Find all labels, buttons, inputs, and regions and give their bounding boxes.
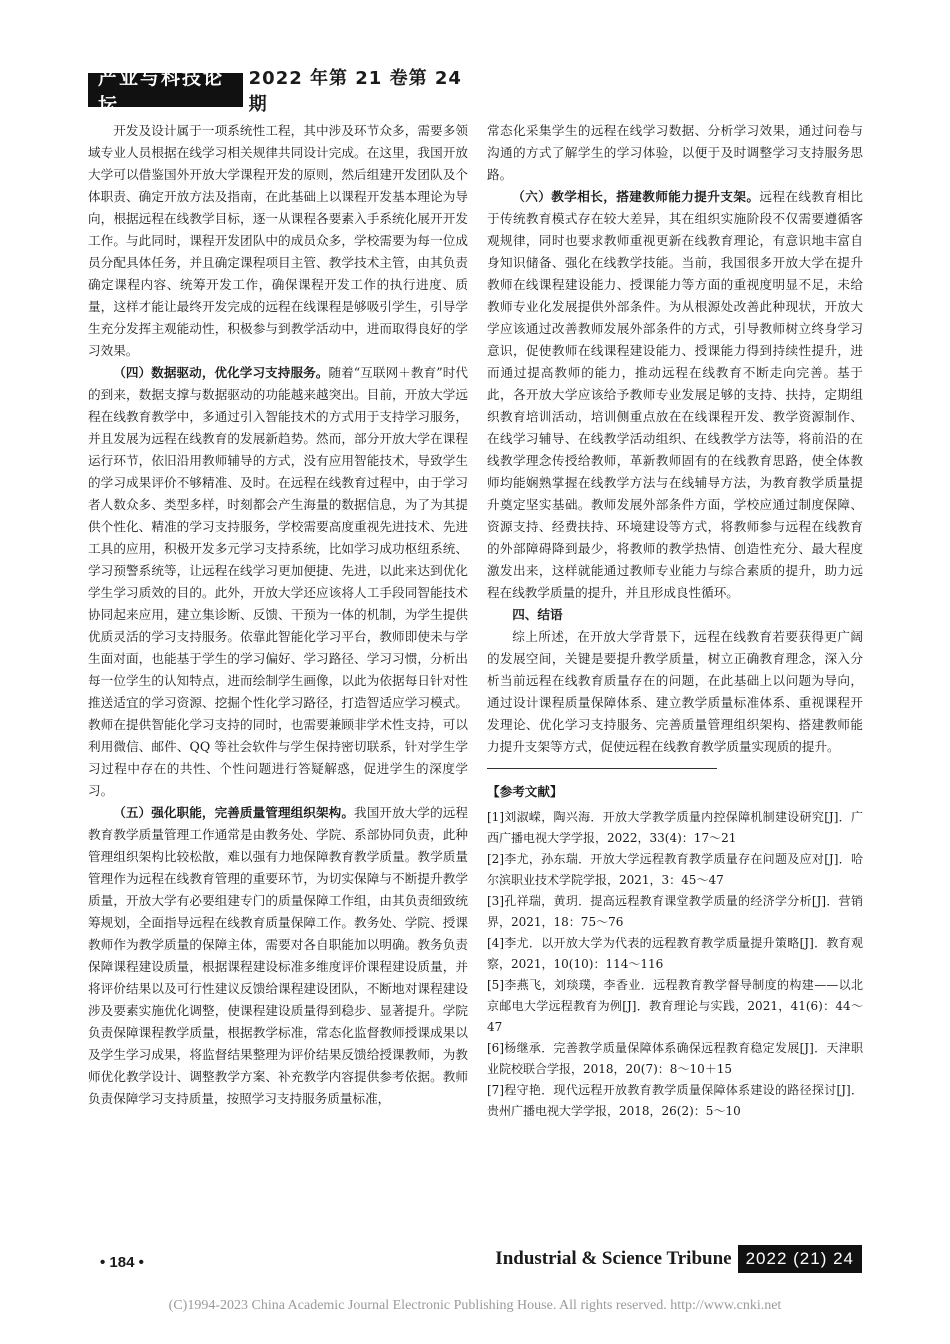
reference-item: [5]李燕飞，刘琰璞，李香业．远程教育教学督导制度的构建——以北京邮电大学远程教育为例[J]．教育理论与实践，2021，41(6)：44～47 (487, 978, 863, 1034)
reference-item: [1]刘淑嵘，陶兴海．开放大学教学质量内控保障机制建设研究[J]．广西广播电视大学学报，2022，33(4)：17～21 (487, 810, 863, 845)
section-6 (487, 186, 863, 604)
journal-english-title: Industrial & Science Tribune (495, 1248, 732, 1269)
reference-item: [2]李尤，孙东瑞．开放大学远程教育教学质量存在问题及应对[J]．哈尔滨职业技术学院学报，2021，3：45～47 (487, 852, 863, 887)
copyright-line: (C)1994-2023 China Academic Journal Electronic Publishing House. All rights reserved. http://www.cnki.net (168, 1298, 782, 1313)
running-footer (495, 1245, 862, 1273)
paragraph: 开发及设计属于一项系统性工程，其中涉及环节众多，需要多领域专业人员根据在线学习相关规律共同设计完成。在这里，我国开放大学可以借鉴国外开放大学课程开发的原则，然后组建开发团队及个体职责、确定开放方法及指南，在此基础上以课程开发基本理论为导向，根据远程在线教学目标，逐一从课程各要素入手系统化展开开发工作。与此同时，课程开发团队中的成员众多，学校需要为每一位成员分配具体任务，并且确定课程项目主管、教学技术主管，由其负责确定课程内容、统筹开发工作，确保课程开发工作的执行进度、质量，这样才能让最终开发完成的远程在线课程是够吸引学生，引导学生充分发挥主观能动性，积极参与到教学活动中，进而取得良好的学习效果。 (88, 123, 468, 358)
running-header (88, 67, 468, 116)
section-lead: （五）强化职能，完善质量管理组织架构。 (113, 805, 355, 820)
section-4 (88, 362, 468, 802)
reference-item: [4]李尤．以开放大学为代表的远程教育教学质量提升策略[J]．教育观察，2021，10(10)：114～116 (487, 936, 863, 971)
conclusion-paragraph: 综上所述，在开放大学背景下，远程在线教育若要获得更广阔的发展空间，关键是要提升教学质量，树立正确教育理念，深入分析当前远程在线教育质量存在的问题，在此基础上以问题为导向，通过设计课程质量保障体系、建立教学质量标准体系、重视课程开发理论、优化学习支持服务、完善质量管理组织架构、搭建教师能力提升支架等方式，促使远程在线教育教学质量实现质的提升。 (487, 629, 863, 754)
paragraph: 常态化采集学生的远程在线学习数据、分析学习效果，通过问卷与沟通的方式了解学生的学习体验，以便于及时调整学习支持服务思路。 (487, 123, 863, 182)
reference-item: [3]孔祥瑞，黄玥．提高远程教育课堂教学质量的经济学分析[J]．营销界，2021，18：75～76 (487, 894, 863, 929)
divider (487, 768, 717, 769)
references-title: 【参考文献】 (487, 784, 563, 799)
right-column (487, 120, 863, 1122)
issue-label: 2022 年第 21 卷第 24 期 (248, 68, 462, 115)
journal-logo: 产业与科技论坛 (88, 73, 243, 107)
section-lead: （四）数据驱动，优化学习支持服务。 (113, 365, 329, 380)
footer-issue: 2022 (21) 24 (738, 1245, 862, 1273)
section-5 (88, 802, 468, 1110)
section-lead: （六）教学相长，搭建教师能力提升支架。 (512, 189, 760, 204)
section-body: 我国开放大学的远程教育教学质量管理工作通常是由教务处、学院、系部协同负责，此种管理组织架构比较松散，难以强有力地保障教育教学质量。教学质量管理作为远程在线教育管理的重要环节，为切实保障与不断提升教学质量，开放大学有必要组建专门的质量保障工作组，由其负责细致统筹规划，全面指导远程在线教育质量保障工作。教务处、学院、授课教师作为教学质量的保障主体，需要对各自职能加以明确。教务负责保障课程建设质量，根据课程建设标准多维度评价课程建设质量，并将评价结果以及可行性建议反馈给课程建设团队，不断地对课程建设涉及要素实施优化调整，使课程建设质量得到稳步、显著提升。学院负责保障课程教学质量，根据教学标准，常态化监督教师授课成果以及学生学习成果，将监督结果整理为评价结果反馈给授课教师，为教师优化教学设计、调整教学方案、补充教学内容提供参考依据。教师负责保障学习支持质量，按照学习支持服务质量标准， (88, 805, 469, 1106)
section-body: 随着“互联网＋教育”时代的到来，数据支撑与数据驱动的功能越来越突出。目前，开放大学远程在线教育教学中，多通过引入智能技术的方式用于支持学习服务，并且发展为远程在线教育的发展新趋势。然而，部分开放大学在课程运行环节，依旧沿用教师辅导的方式，没有应用智能技术，导致学生的学习成果评价不够精准、及时。在远程在线教育过程中，由于学习者人数众多、类型多样，时刻都会产生海量的数据信息，为了为其提供个性化、精准的学习支持服务，学校需要高度重视先进技术、先进工具的应用，积极开发多元学习支持系统，比如学习成功枢纽系统、学习预警系统等，让远程在线学习更加便捷、先进，以此来达到优化学生学习质效的目的。此外，开放大学还应该将人工手段同智能技术协同起来应用，建立集诊断、反馈、干预为一体的机制，为学生提供优质灵活的学习支持服务。依靠此智能化学习平台，教师即使未与学生面对面，也能基于学生的学习偏好、学习路径、学习习惯，分析出每一位学生的认知特点，进而绘制学生画像，以此为依据每日针对性推送适宜的学习资源、挖掘个性化学习路径，打造智适应学习模式。教师在提供智能化学习支持的同时，也需要兼顾非学术性支持，可以利用微信、邮件、QQ 等社会软件与学生保持密切联系，针对学生学习过程中存在的共性、个性问题进行答疑解惑，促进学生的深度学习。 (88, 365, 468, 798)
section-body: 远程在线教育相比于传统教育模式存在较大差异，其在组织实施阶段不仅需要遵循客观规律，同时也要求教师重视更新在线教育理论，有意识地丰富自身知识储备、强化在线教学技能。当前，我国很多开放大学在提升教师在线课程建设能力、授课能力等方面的重视度明显不足，未给教师专业化发展提供外部条件。为从根源处改善此种现状，开放大学应该通过改善教师发展外部条件的方式，引导教师树立终身学习意识，促使教师在线课程建设能力、授课能力得到持续性提升，进而通过提高教师的能力，推动远程在线教育不断走向完善。基于此，各开放大学应该给予教师专业发展足够的支持、扶持，定期组织教育培训活动，培训侧重点放在在线课程开发、教学资源制作、在线学习辅导、在线教学活动组织、在线教学方法等，将前沿的在线教学理念传授给教师，革新教师固有的在线教育思路，使全体教师均能娴熟掌握在线教学方法与在线辅导方法，为教育教学质量提升奠定坚实基础。教师发展外部条件方面，学校应通过制度保障、资源支持、经费扶持、环境建设等方式，将教师参与远程在线教育的外部障碍降到最少，将教师的教学热情、创造性充分、最大程度激发出来，这样就能通过教师专业能力与综合素质的提升，助力远程在线教学质量的提升，并且形成良性循环。 (487, 189, 864, 600)
reference-item: [6]杨继承．完善教学质量保障体系确保远程教育稳定发展[J]．天津职业院校联合学报，2018，20(7)：8～10＋15 (487, 1041, 863, 1076)
reference-item: [7]程守艳．现代远程开放教育教学质量保障体系建设的路径探讨[J]．贵州广播电视大学学报，2018，26(2)：5～10 (487, 1083, 863, 1118)
section-heading: 四、结语 (512, 607, 563, 622)
left-column (88, 120, 468, 1110)
page-number: • 184 • (100, 1254, 144, 1271)
